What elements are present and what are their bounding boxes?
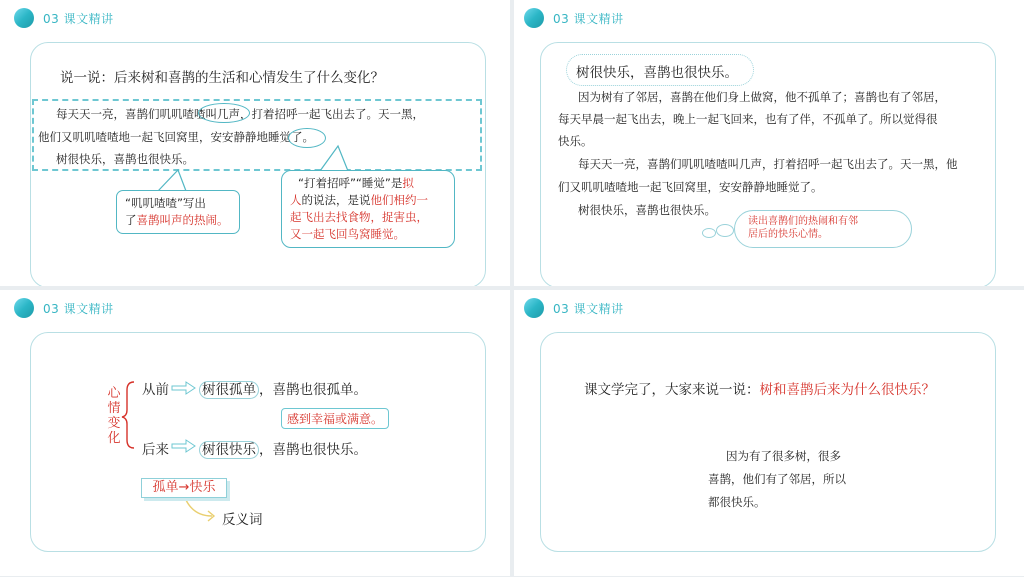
meaning-note: 感到幸福或满意。 xyxy=(281,408,389,429)
before-rest: ，喜鹊也很孤单。 xyxy=(259,382,367,398)
slide-header xyxy=(524,296,624,320)
slide-2 xyxy=(514,0,1024,286)
brace-and-arrows xyxy=(0,290,510,576)
bubble-left-line-1: “叽叽喳喳”写出 xyxy=(125,196,206,210)
bubble-right-line-4: 又一起飞回鸟窝睡觉。 xyxy=(290,227,405,241)
paragraph-line-3: 树很快乐，喜鹊也很快乐。 xyxy=(56,152,194,166)
slide-header xyxy=(524,6,624,30)
final-question xyxy=(584,378,935,398)
section-label: 03 课文精讲 xyxy=(43,11,114,26)
before-highlight: 树很孤单 xyxy=(199,381,259,399)
bubble-right-line-1a: “打着招呼”“睡觉”是 xyxy=(298,176,403,190)
bubble-left-line-2b: 喜鹊叫声的热闹。 xyxy=(136,213,229,227)
text-line-3: 快乐。 xyxy=(558,134,593,148)
cloud-puff-medium xyxy=(716,224,734,237)
before-label: 从前 xyxy=(142,382,169,398)
section-label: 03 课文精讲 xyxy=(43,301,114,316)
after-highlight: 树很快乐 xyxy=(199,441,259,459)
annotation-bubble-right xyxy=(281,170,455,248)
side-char-2: 情 xyxy=(107,401,121,416)
before-sentence xyxy=(199,378,367,398)
section-dot-icon xyxy=(524,298,544,318)
side-char-3: 变 xyxy=(107,416,121,431)
paragraph-line-2: 他们又叽叽喳喳地一起飞回窝里，安安静静地睡觉了。 xyxy=(38,130,314,144)
paragraph-line-1: 每天天一亮，喜鹊们叽叽喳喳叫几声，打着招呼一起飞出去了。天一黑， xyxy=(56,107,424,121)
after-rest: ，喜鹊也很快乐。 xyxy=(259,442,367,458)
text-line-5: 们又叽叽喳喳地一起飞回窝里，安安静静地睡觉了。 xyxy=(558,180,823,194)
side-char-4: 化 xyxy=(107,431,121,446)
final-question-b: 树和喜鹊后来为什么很快乐？ xyxy=(759,382,935,398)
section-label: 03 课文精讲 xyxy=(553,301,624,316)
answer-line-2: 喜鹊，他们有了邻居，所以 xyxy=(708,472,846,486)
cloud-puff-small xyxy=(702,228,716,238)
text-line-4: 每天天一亮，喜鹊们叽叽喳喳叫几声，打着招呼一起飞出去了。天一黑，他 xyxy=(578,157,958,171)
cloud-text-2: 居后的快乐心情。 xyxy=(748,229,828,240)
text-line-1: 因为树有了邻居，喜鹊在他们身上做窝，他不孤单了；喜鹊也有了邻居， xyxy=(578,90,946,104)
after-label: 后来 xyxy=(142,442,169,458)
bubble-right-line-3: 起飞出去找食物，捉害虫， xyxy=(290,210,428,224)
antonym-label: 反义词 xyxy=(222,512,263,528)
bubble-right-line-1b: 拟 xyxy=(402,176,414,190)
change-box: 孤单→快乐 xyxy=(141,478,227,498)
section-dot-icon xyxy=(524,8,544,28)
slide-3 xyxy=(0,290,510,576)
annotation-bubble-left xyxy=(116,190,240,234)
text-line-6: 树很快乐，喜鹊也很快乐。 xyxy=(578,203,716,217)
bubble-right-line-2b: 的说法，是说 xyxy=(301,193,371,207)
section-label: 03 课文精讲 xyxy=(553,11,624,26)
text-line-2: 每天早晨一起飞出去，晚上一起飞回来，也有了伴，不孤单了。所以觉得很 xyxy=(558,112,938,126)
title-line: 树很快乐，喜鹊也很快乐。 xyxy=(576,65,738,81)
final-question-a: 课文学完了，大家来说一说： xyxy=(584,382,760,398)
bubble-right-line-2a: 人 xyxy=(290,193,302,207)
answer-line-1: 因为有了很多树，很多 xyxy=(726,449,841,463)
side-char-1: 心 xyxy=(107,386,121,401)
slide-1 xyxy=(0,0,510,286)
cloud-text-1: 读出喜鹊们的热闹和有邻 xyxy=(748,216,858,227)
content-card xyxy=(540,332,996,552)
answer-line-3: 都很快乐。 xyxy=(708,495,766,509)
slide-4 xyxy=(514,290,1024,576)
bubble-left-line-2a: 了 xyxy=(125,213,137,227)
bubble-right-line-2c: 他们相约一 xyxy=(370,193,428,207)
question-text: 说一说：后来树和喜鹊的生活和心情发生了什么变化？ xyxy=(60,70,384,86)
after-sentence xyxy=(199,438,367,458)
